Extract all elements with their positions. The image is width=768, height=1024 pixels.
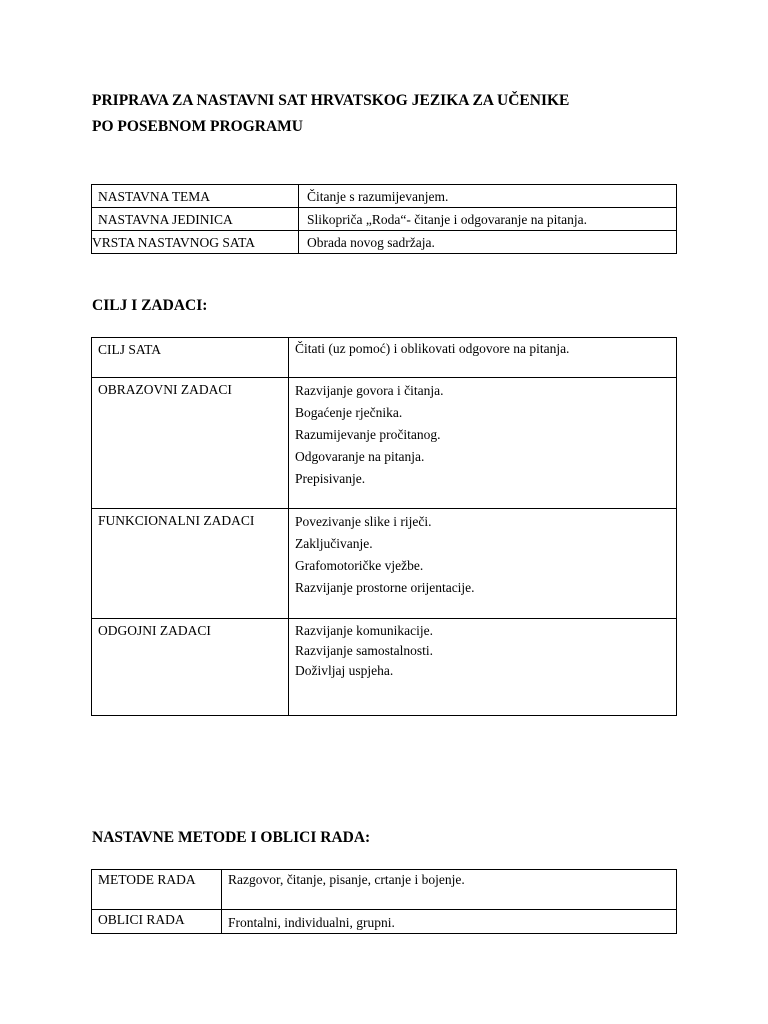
row-label: CILJ SATA xyxy=(92,338,289,378)
row-label: OBRAZOVNI ZADACI xyxy=(92,378,289,509)
document-title xyxy=(92,88,692,140)
list-item: Zaključivanje. xyxy=(295,536,373,551)
title-line-2: PO POSEBNOM PROGRAMU xyxy=(92,118,303,135)
row-label: NASTAVNA TEMA xyxy=(92,185,299,208)
table-row xyxy=(92,910,677,934)
list-item: Bogaćenje rječnika. xyxy=(295,405,403,420)
methods-heading: NASTAVNE METODE I OBLICI RADA: xyxy=(92,829,371,846)
row-value xyxy=(289,338,677,378)
lesson-info-table xyxy=(91,184,677,254)
row-value xyxy=(289,619,677,716)
row-label: METODE RADA xyxy=(92,870,222,910)
list-item: Prepisivanje. xyxy=(295,471,366,486)
goals-heading: CILJ I ZADACI: xyxy=(92,297,208,314)
row-label: ODGOJNI ZADACI xyxy=(92,619,289,716)
title-line-1: PRIPRAVA ZA NASTAVNI SAT HRVATSKOG JEZIKA ZA UČENIKE xyxy=(92,92,570,109)
list-item: Razumijevanje pročitanog. xyxy=(295,427,441,442)
list-item: Grafomotoričke vježbe. xyxy=(295,558,424,573)
row-label: FUNKCIONALNI ZADACI xyxy=(92,509,289,619)
row-label: OBLICI RADA xyxy=(92,910,222,934)
row-value: Obrada novog sadržaja. xyxy=(299,231,677,254)
row-value: Čitanje s razumijevanjem. xyxy=(299,185,677,208)
table-row xyxy=(92,208,677,231)
goals-table xyxy=(91,337,677,716)
row-label: NASTAVNA JEDINICA xyxy=(92,208,299,231)
table-row xyxy=(92,509,677,619)
row-value: Slikopriča „Roda“- čitanje i odgovaranje na pitanja. xyxy=(299,208,677,231)
table-row xyxy=(92,619,677,716)
row-value xyxy=(289,509,677,619)
list-item: Razvijanje samostalnosti. xyxy=(295,643,433,658)
row-value: Razgovor, čitanje, pisanje, crtanje i bojenje. xyxy=(222,870,677,910)
list-item: Odgovaranje na pitanja. xyxy=(295,449,425,464)
row-value xyxy=(289,378,677,509)
list-item: Doživljaj uspjeha. xyxy=(295,663,394,678)
table-row xyxy=(92,231,677,254)
list-item: Razvijanje komunikacije. xyxy=(295,623,433,638)
list-item: Povezivanje slike i riječi. xyxy=(295,514,432,529)
row-value: Frontalni, individualni, grupni. xyxy=(222,910,677,934)
methods-table xyxy=(91,869,677,934)
list-item: Razvijanje govora i čitanja. xyxy=(295,383,444,398)
list-item: Razvijanje prostorne orijentacije. xyxy=(295,580,475,595)
list-item: Čitati (uz pomoć) i oblikovati odgovore na pitanja. xyxy=(295,341,570,356)
table-row xyxy=(92,378,677,509)
table-row xyxy=(92,185,677,208)
table-row xyxy=(92,870,677,910)
table-row xyxy=(92,338,677,378)
row-label: VRSTA NASTAVNOG SATA xyxy=(92,231,299,254)
